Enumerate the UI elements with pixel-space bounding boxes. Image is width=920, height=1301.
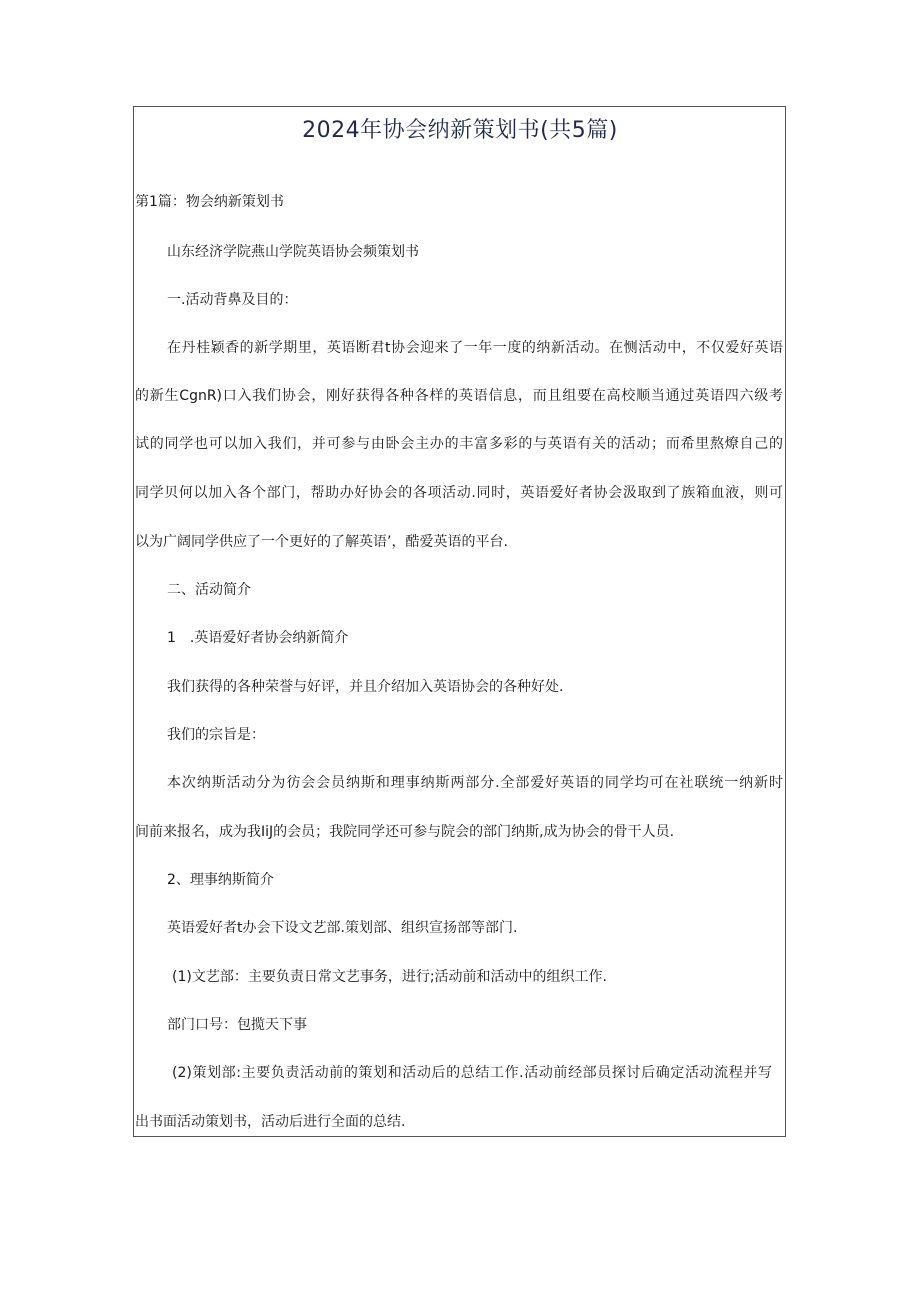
body-text-line: 同学贝何以加入各个部门，帮助办好协会的各项活动.同时，英语爱好者协会汲取到了族箱血液，则可 <box>135 485 783 501</box>
body-text-line: 以为广阔同学供应了一个更好的了解英语’，酷爱英语的平台. <box>135 534 508 550</box>
department-item-1: (1)文艺部：主要负责日常文艺事务，进行;活动前和活动中的组织工作. <box>172 969 607 985</box>
body-text-line: 试的同学也可以加入我们，并可参与由卧会主办的丰富多彩的与英语有关的活动；而希里熬燎自己的 <box>135 436 783 452</box>
plan-title: 山东经济学院燕山学院英语协会频策划书 <box>167 244 419 260</box>
subsection-heading-2: 2、理事纳斯简介 <box>167 872 274 888</box>
department-slogan: 部门口号：包揽天下事 <box>167 1017 307 1033</box>
body-text-line: 我们的宗旨是： <box>167 727 265 743</box>
body-text-line: 英语爱好者t办会下设文艺部.策划部、组织宣扬部等部门. <box>167 920 518 936</box>
department-item-2: (2)策划部:主要负责活动前的策划和活动后的总结工作.活动前经部员探讨后确定活动流程并写 <box>172 1065 772 1081</box>
chapter-heading: 第1篇：物会纳新策划书 <box>135 194 284 210</box>
section-heading-intro: 二、活动简介 <box>167 582 251 598</box>
body-text-line: 在丹桂颖香的新学期里，英语断君t协会迎来了一年一度的纳新活动。在恻活动中，不仅爱好英语 <box>167 340 783 356</box>
subsection-heading-1: 1 .英语爱好者协会纳新简介 <box>167 630 349 646</box>
section-heading-background: 一.活动背鼻及目的： <box>167 292 298 308</box>
body-text-line: 的新生CgnR)口入我们协会，刚好获得各种各样的英语信息，而且组要在高校顺当通过英语四六级考 <box>135 388 783 404</box>
document-title: 2024年协会纳新策划书(共5篇) <box>302 118 618 143</box>
body-text-line: 出书面活动策划书，活动后进行全面的总结. <box>135 1114 406 1130</box>
body-text-line: 我们获得的各种荣誉与好评，并且介绍加入英语协会的各种好处. <box>167 679 564 695</box>
body-text-line: 本次纳斯活动分为彷会会员纳斯和理事纳斯两部分.全部爱好英语的同学均可在社联统一纳新时 <box>167 775 783 791</box>
body-text-line: 间前来报名，成为我IiJ的会员；我院同学还可参与院会的部门纳斯,成为协会的骨干人员. <box>135 824 675 840</box>
